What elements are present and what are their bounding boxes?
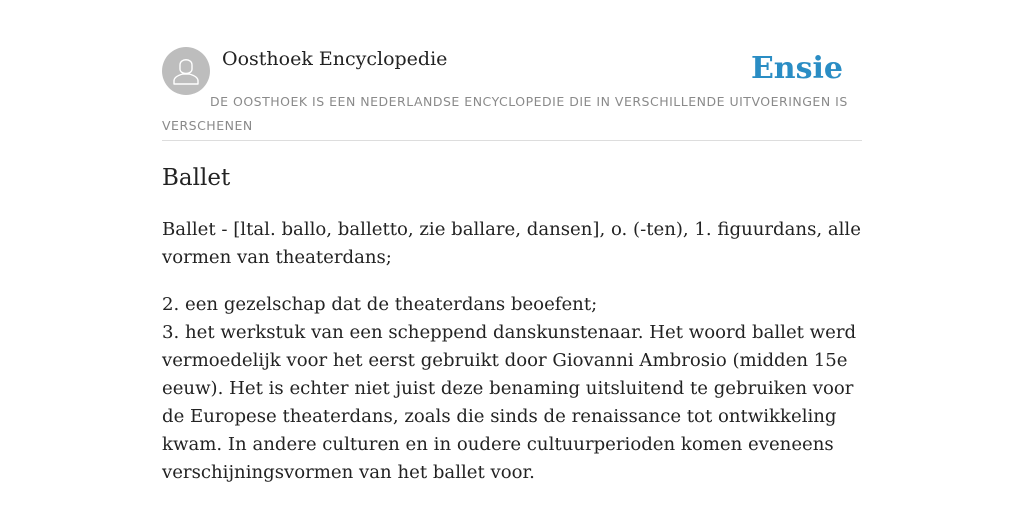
user-silhouette-icon (162, 47, 210, 95)
article-paragraph (162, 291, 862, 487)
source-description: DE OOSTHOEK IS EEN NEDERLANDSE ENCYCLOPEDIE DIE IN VERSCHILLENDE UITVOERINGEN IS VERSCHENEN (162, 94, 848, 133)
brand-logo[interactable]: Ensie (750, 51, 843, 86)
source-name[interactable]: Oosthoek Encyclopedie (222, 48, 448, 70)
source-avatar[interactable] (162, 47, 210, 95)
article-line: 2. een gezelschap dat de theaterdans beoefent; (162, 294, 598, 315)
article (162, 160, 862, 487)
article-paragraph: Ballet - [ltal. ballo, balletto, zie ballare, dansen], o. (-ten), 1. figuurdans, alle vormen van theaterdans; (162, 219, 861, 268)
article-line: 3. het werkstuk van een scheppend danskunstenaar. Het woord ballet werd vermoedelijk voor het eerst gebruikt door Giovanni Ambrosio (midden 15e eeuw). Het is echter niet juist deze benaming uitsluitend te gebruiken voor de Europese theaterdans, zoals die sinds de renaissance tot ontwikkeling kwam. In andere culturen en in oudere cultuurperioden komen eveneens verschijningsvormen van het ballet voor. (162, 322, 857, 483)
article-title: Ballet (162, 165, 231, 191)
source-header (162, 46, 862, 141)
